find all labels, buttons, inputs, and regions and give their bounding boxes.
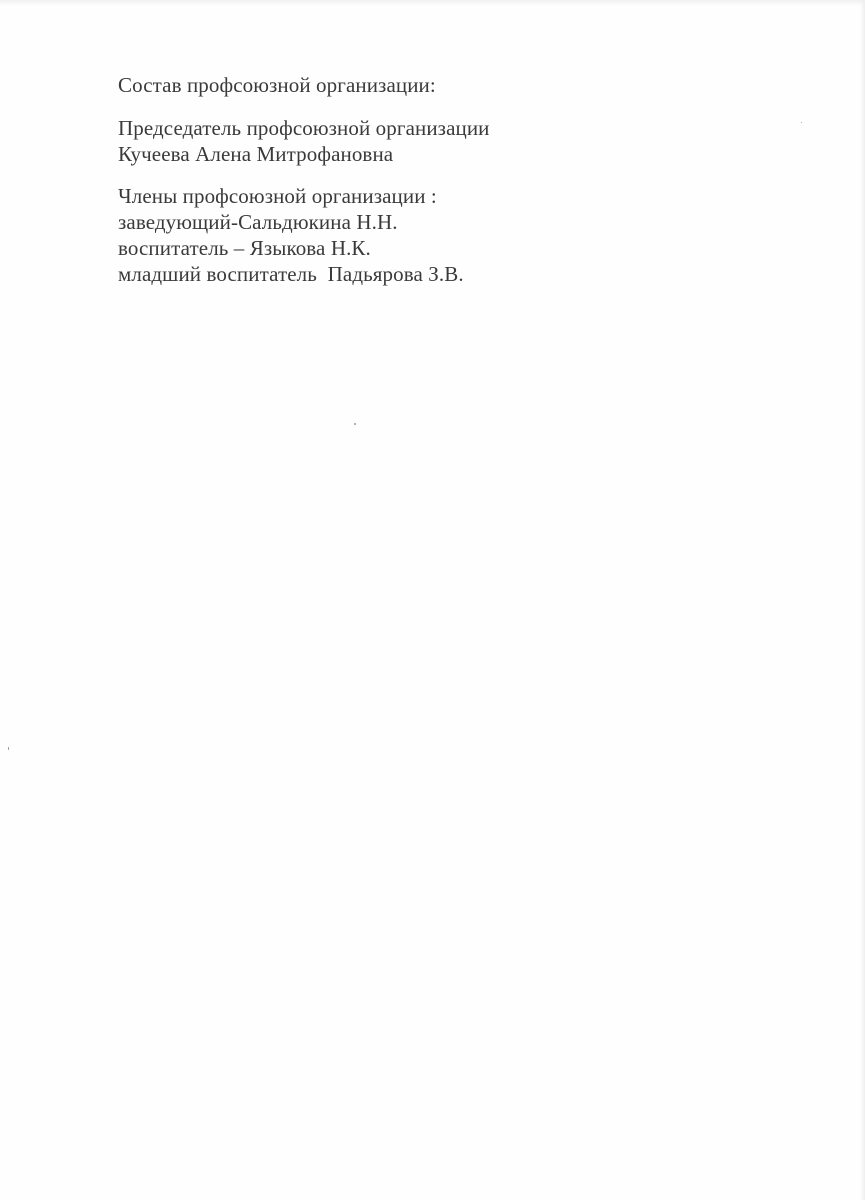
document-heading: Состав профсоюзной организации: <box>118 73 436 97</box>
chair-section <box>118 115 818 167</box>
document-body <box>118 72 818 287</box>
chair-title: Председатель профсоюзной организации <box>118 116 490 140</box>
scan-speck <box>354 423 356 425</box>
scan-edge-top <box>0 0 865 6</box>
member-item: младший воспитатель Падьярова З.В. <box>118 262 464 286</box>
members-label: Члены профсоюзной организации : <box>118 184 437 208</box>
scan-edge-right <box>860 0 865 1200</box>
member-item: воспитатель – Языкова Н.К. <box>118 236 371 260</box>
scan-speck <box>8 747 9 750</box>
chair-name: Кучеева Алена Митрофановна <box>118 142 394 166</box>
members-section <box>118 183 818 287</box>
member-item: заведующий-Сальдюкина Н.Н. <box>118 210 398 234</box>
